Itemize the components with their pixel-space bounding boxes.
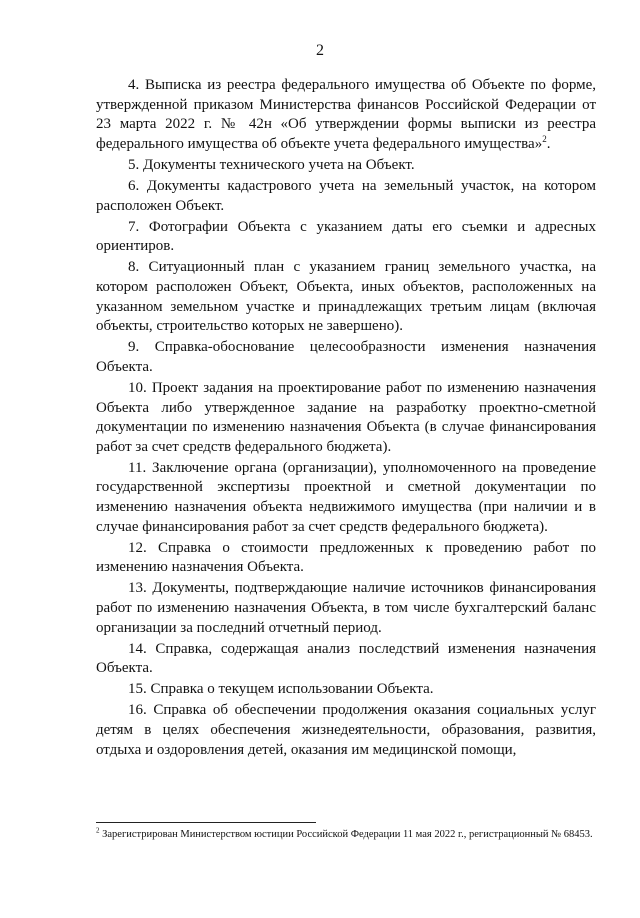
paragraph-item-6: 6. Документы кадастрового учета на земельный участок, на котором расположен Объект.: [96, 177, 596, 214]
footnote-text: Зарегистрирован Министерством юстиции Российской Федерации 11 мая 2022 г., регистрационный № 68453.: [99, 829, 593, 840]
footnote: [96, 828, 596, 842]
paragraph-item-15: 15. Справка о текущем использовании Объекта.: [128, 681, 434, 698]
paragraph-item-16: 16. Справка об обеспечении продолжения оказания социальных услуг детям в целях обеспечения жизнедеятельности, образования, развития, отдыха и оздоровления детей, оказания им медицинской помощи,: [96, 702, 596, 758]
paragraph-item-12: 12. Справка о стоимости предложенных к проведению работ по изменению назначения Объекта.: [96, 539, 596, 576]
document-body: [96, 76, 596, 762]
paragraph-item-13: 13. Документы, подтверждающие наличие источников финансирования работ по изменению назначения Объекта, в том числе бухгалтерский баланс организации за последний отчетный период.: [96, 580, 596, 636]
paragraph-item-5: 5. Документы технического учета на Объект.: [128, 156, 415, 173]
paragraph-item-9: 9. Справка-обоснование целесообразности изменения назначения Объекта.: [96, 339, 596, 375]
paragraph-item-7: 7. Фотографии Объекта с указанием даты его съемки и адресных ориентиров.: [96, 218, 596, 255]
paragraph-item-14: 14. Справка, содержащая анализ последствий изменения назначения Объекта.: [96, 640, 596, 677]
paragraph-text: 4. Выписка из реестра федерального имущества об Объекте по форме, утвержденной приказом Министерства финансов Российской Федерации от 23 марта 2022 г. № 42н «Об утверждении формы выписки из реестра федерального имущества об объекте учета федерального имущества»: [96, 77, 596, 152]
paragraph-item-8: 8. Ситуационный план с указанием границ земельного участка, на котором расположен Объект, Объекта, иных объектов, расположенных на указанном земельном участке и принадлежащих третьим лицам (включая объекты, строительство которых не завершено).: [96, 259, 596, 335]
paragraph-tail: .: [546, 135, 551, 152]
footnote-reference: 2: [542, 133, 547, 144]
paragraph-item-4: [96, 76, 596, 154]
paragraph-item-10: 10. Проект задания на проектирование работ по изменению назначения Объекта либо утвержденное задание на разработку проектно-сметной документации по изменению назначения Объекта (в случае финансирования работ за счет средств федерального бюджета).: [96, 379, 596, 455]
page-number: 2: [316, 42, 324, 59]
paragraph-item-11: 11. Заключение органа (организации), уполномоченного на проведение государственной экспертизы проектной и сметной документации по изменению назначения объекта недвижимого имущества (при наличии и в случае финансирования работ за счет средств федерального бюджета).: [96, 459, 596, 535]
footnote-marker: 2: [96, 826, 100, 835]
footnote-divider: [96, 822, 316, 823]
